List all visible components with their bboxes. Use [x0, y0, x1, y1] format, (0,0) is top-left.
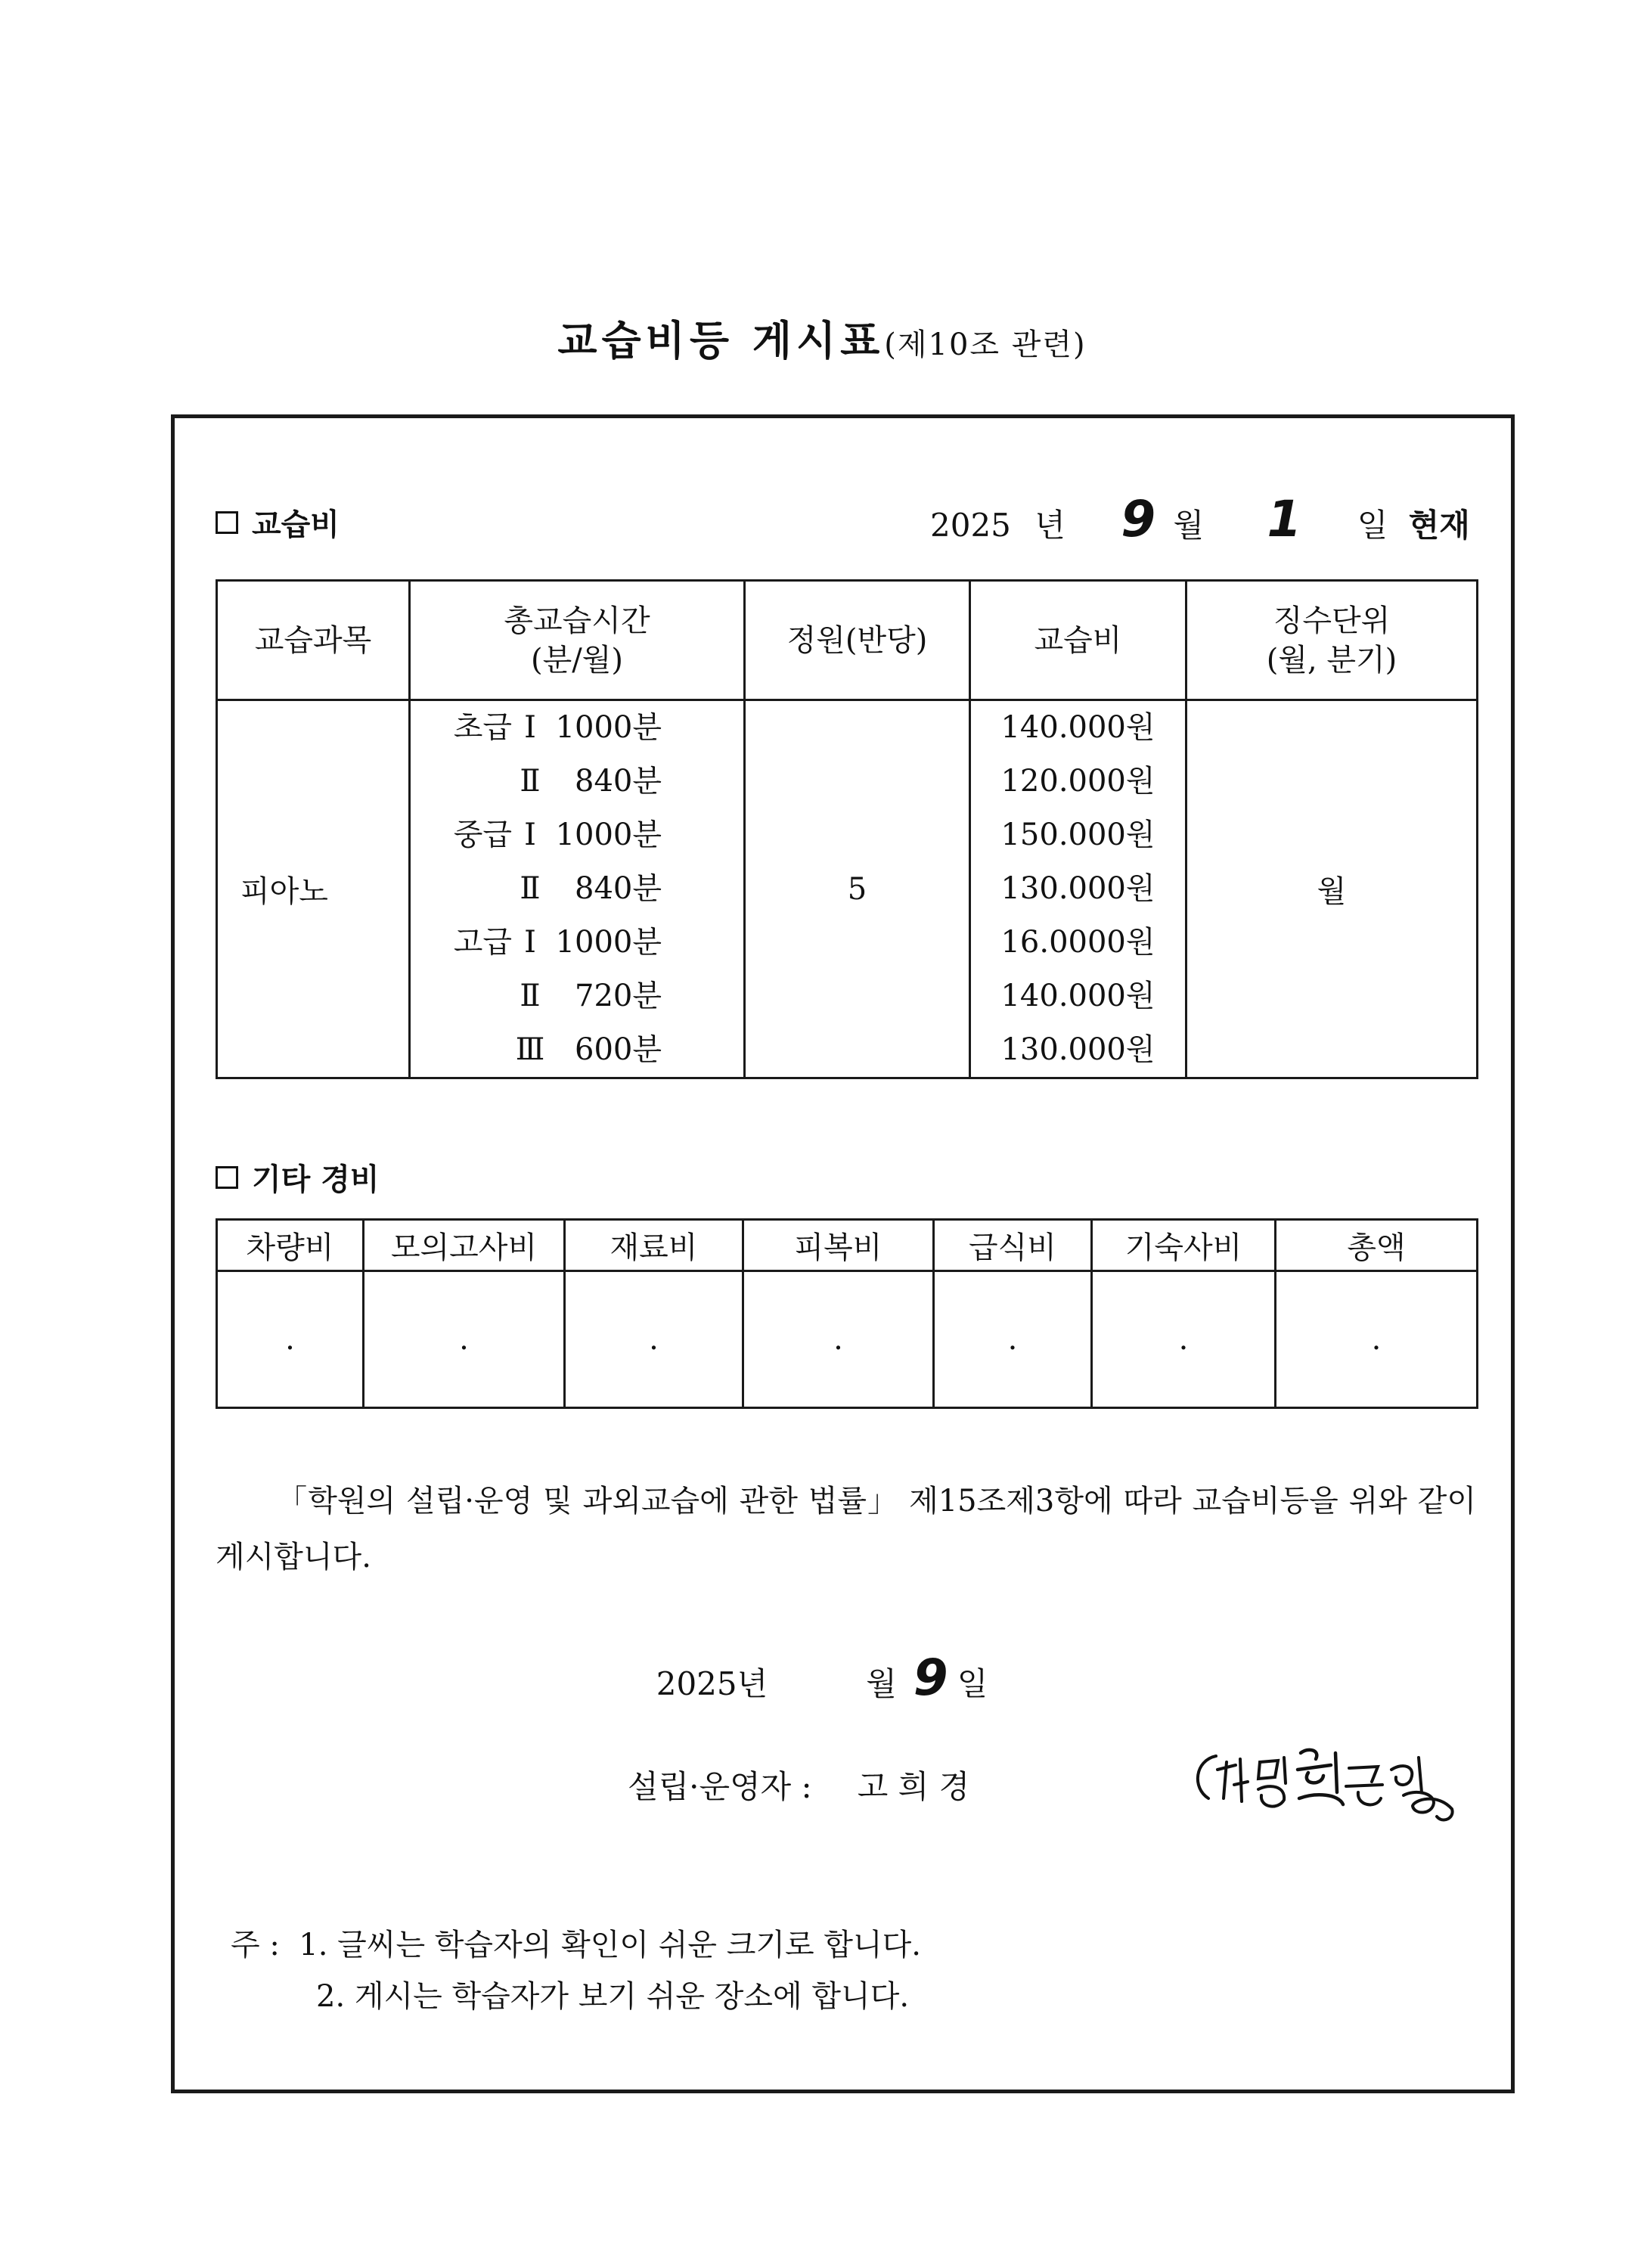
header-dormitory: 기숙사비	[1092, 1220, 1276, 1271]
course-fee: 130.000원	[1000, 871, 1155, 906]
as-of-suffix: 현재	[1408, 507, 1470, 544]
course-roman: Ⅱ	[520, 979, 541, 1013]
note-line-1	[231, 1921, 921, 1964]
handwritten-signature	[1187, 1739, 1459, 1830]
course-minutes: 720분	[575, 979, 662, 1013]
course-minutes: 840분	[575, 871, 662, 906]
value-materials: .	[565, 1271, 743, 1408]
course-minutes: 1000분	[555, 710, 662, 745]
fee-table-body-row	[217, 700, 1478, 1078]
value-vehicle: .	[217, 1271, 364, 1408]
sign-month-unit: 월	[866, 1665, 897, 1702]
other-expenses-value-row	[217, 1271, 1478, 1408]
course-line	[421, 755, 743, 808]
course-line	[421, 916, 743, 970]
fee-section-title: 교습비	[252, 507, 340, 542]
note-item: 2. 게시는 학습자가 보기 쉬운 장소에 합니다.	[316, 1979, 910, 2014]
value-total: .	[1276, 1271, 1478, 1408]
course-minutes: 1000분	[555, 818, 662, 852]
value-clothing: .	[743, 1271, 934, 1408]
course-hours-cell	[410, 700, 745, 1078]
header-collection-unit	[1186, 581, 1478, 700]
value-meals: .	[934, 1271, 1092, 1408]
course-level: 고급	[453, 925, 512, 960]
header-mock-exam: 모의고사비	[364, 1220, 565, 1271]
course-level: 초급	[453, 710, 512, 745]
course-fee: 16.0000원	[1000, 925, 1155, 960]
header-total-hours-label: 총교습시간	[504, 603, 650, 638]
fee-table-header-row	[217, 581, 1478, 700]
course-fee: 140.000원	[1000, 710, 1155, 745]
course-roman: Ⅲ	[515, 1032, 545, 1067]
course-roman: Ⅰ	[524, 818, 536, 852]
operator-line	[628, 1762, 969, 1807]
fee-section-heading	[216, 501, 340, 544]
fee-table	[216, 579, 1478, 1079]
course-line	[421, 1023, 743, 1077]
as-of-month-unit: 월	[1173, 507, 1205, 544]
course-roman: Ⅱ	[520, 871, 541, 906]
value-mock-exam: .	[364, 1271, 565, 1408]
course-roman: Ⅰ	[524, 925, 536, 960]
title-main: 교습비등 게시표	[557, 317, 885, 365]
sign-day-unit: 일	[957, 1665, 988, 1702]
course-minutes: 600분	[575, 1032, 662, 1067]
as-of-day-unit: 일	[1357, 507, 1388, 544]
other-expenses-heading	[216, 1156, 380, 1199]
collection-unit-cell: 월	[1186, 700, 1478, 1078]
other-expenses-table	[216, 1218, 1478, 1409]
course-line	[421, 701, 743, 755]
as-of-day-handwritten: 1	[1267, 490, 1302, 548]
sign-day-handwritten: 9	[913, 1649, 948, 1707]
sign-date	[0, 1649, 1644, 1707]
header-capacity: 정원(반당)	[745, 581, 970, 700]
statement-paragraph	[216, 1473, 1476, 1585]
header-total-hours	[410, 581, 745, 700]
fee-cell	[970, 700, 1186, 1078]
as-of-date	[930, 490, 1470, 548]
course-minutes: 1000분	[555, 925, 662, 960]
capacity-cell: 5	[745, 700, 970, 1078]
subject-cell: 피아노	[217, 700, 410, 1078]
note-line-2	[316, 1972, 909, 2015]
header-collection-unit-label: 징수단위	[1273, 603, 1391, 638]
header-clothing: 피복비	[743, 1220, 934, 1271]
header-vehicle: 차량비	[217, 1220, 364, 1271]
course-roman: Ⅰ	[524, 710, 536, 745]
statement-text: 「학원의 설립·운영 및 과외교습에 관한 법률」 제15조제3항에 따라 교습비등을 위와 같이 게시합니다.	[216, 1484, 1476, 1575]
as-of-year: 2025	[930, 507, 1011, 544]
course-line	[421, 970, 743, 1023]
operator-name: 고 희 경	[857, 1768, 970, 1805]
course-fee: 150.000원	[1000, 818, 1155, 852]
course-roman: Ⅱ	[520, 764, 541, 799]
sign-year: 2025년	[656, 1665, 768, 1702]
other-expenses-title: 기타 경비	[252, 1162, 380, 1197]
as-of-year-unit: 년	[1034, 507, 1065, 544]
header-collection-unit-sub: (월, 분기)	[1266, 642, 1397, 678]
title-sub: (제10조 관련)	[884, 327, 1087, 362]
header-total: 총액	[1276, 1220, 1478, 1271]
header-materials: 재료비	[565, 1220, 743, 1271]
course-fee: 140.000원	[1000, 979, 1155, 1013]
operator-label: 설립·운영자 :	[628, 1768, 812, 1805]
note-item: 1. 글씨는 학습자의 확인이 쉬운 크기로 합니다.	[299, 1928, 921, 1962]
as-of-month-handwritten: 9	[1121, 490, 1156, 548]
checkbox-icon	[216, 511, 238, 534]
value-dormitory: .	[1092, 1271, 1276, 1408]
course-line	[421, 862, 743, 916]
note-prefix: 주 :	[231, 1928, 280, 1962]
header-total-hours-unit: (분/월)	[531, 642, 623, 678]
checkbox-icon	[216, 1166, 238, 1189]
course-line	[421, 808, 743, 862]
course-fee: 120.000원	[1000, 764, 1155, 799]
other-expenses-header-row	[217, 1220, 1478, 1271]
course-fee: 130.000원	[1000, 1032, 1155, 1067]
course-level: 중급	[453, 818, 512, 852]
header-fee: 교습비	[970, 581, 1186, 700]
document-title	[0, 309, 1644, 367]
header-meals: 급식비	[934, 1220, 1092, 1271]
course-minutes: 840분	[575, 764, 662, 799]
header-subject: 교습과목	[217, 581, 410, 700]
